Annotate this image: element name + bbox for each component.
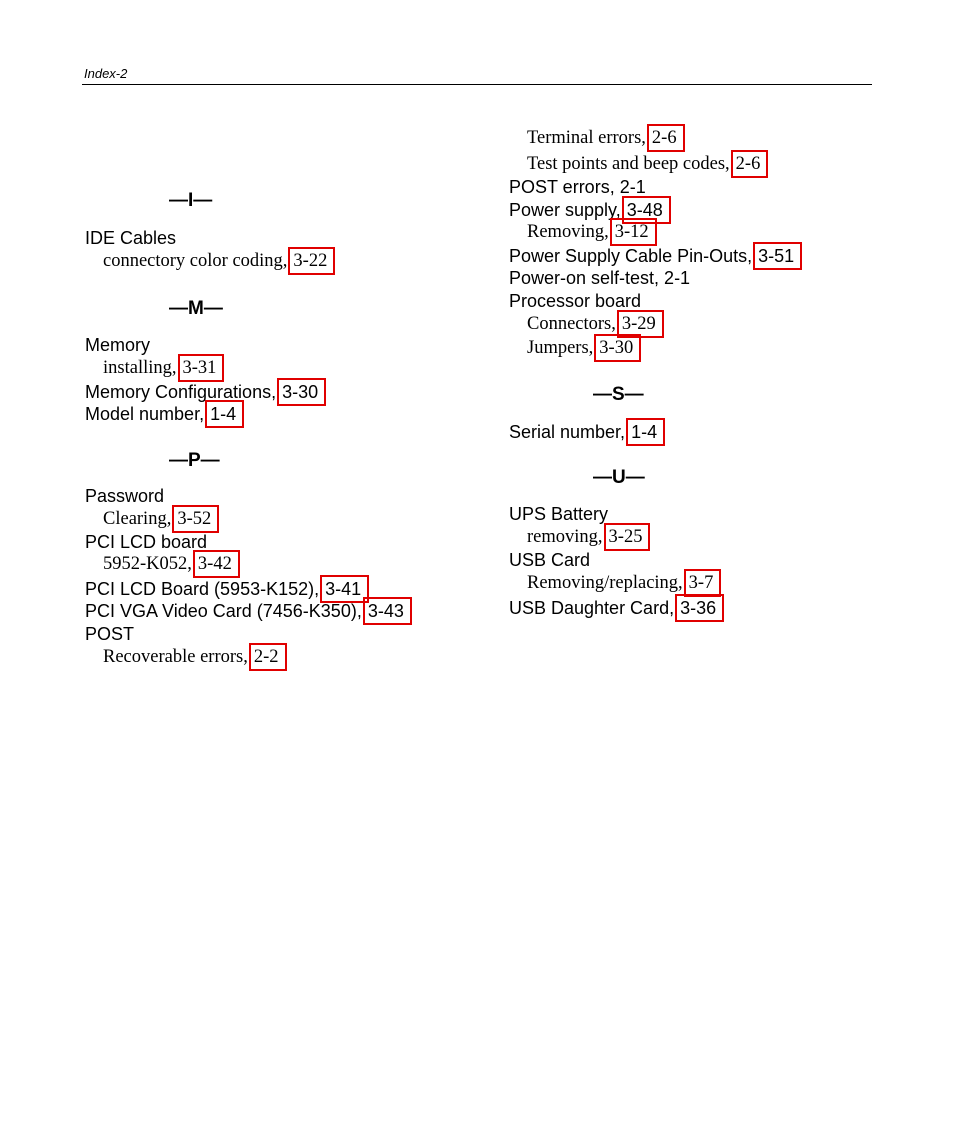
index-entry-power-supply-cable: [509, 242, 802, 270]
index-entry-pci-lcd-board: PCI LCD board: [85, 532, 208, 552]
entry-label: USB Daughter Card,: [509, 598, 675, 618]
index-entry-model-number: [85, 400, 244, 428]
page-ref-link[interactable]: 3-29: [617, 310, 664, 338]
page-ref-link[interactable]: 3-42: [193, 550, 240, 578]
page-ref-link[interactable]: 2-6: [647, 124, 685, 152]
page-number-label: Index-2: [84, 66, 128, 81]
index-entry-pci-vga-video-card: [85, 597, 412, 625]
index-subentry-ups-removing: [527, 523, 650, 551]
entry-label: Serial number,: [509, 422, 626, 442]
page-ref-link[interactable]: 1-4: [205, 400, 244, 428]
index-entry-post-errors: POST errors, 2-1: [509, 177, 646, 197]
page-ref-link[interactable]: 3-48: [622, 196, 671, 224]
entry-label: Power supply,: [509, 200, 621, 220]
index-entry-processor-board: Processor board: [509, 291, 642, 311]
section-heading-s: —S—: [593, 384, 644, 405]
page-ref-link[interactable]: 3-30: [594, 334, 641, 362]
entry-label: Memory Configurations,: [85, 382, 277, 402]
section-heading-m: —M—: [169, 298, 223, 319]
page-ref-link[interactable]: 3-52: [172, 505, 219, 533]
page-ref-link[interactable]: 1-4: [626, 418, 665, 446]
subentry-label: connectory color coding,: [103, 251, 288, 271]
page-ref-link[interactable]: 3-36: [675, 594, 724, 622]
page-ref-link[interactable]: 3-25: [604, 523, 651, 551]
page-ref-link[interactable]: 3-12: [610, 218, 657, 246]
subentry-label: Terminal errors,: [527, 128, 646, 148]
page-ref-link[interactable]: 2-2: [249, 643, 287, 671]
subentry-label: Recoverable errors,: [103, 647, 248, 667]
index-entry-post: POST: [85, 624, 135, 644]
index-subentry-recoverable-errors: [103, 643, 287, 671]
page-header: [82, 64, 872, 85]
entry-label: PCI LCD Board (5953-K152),: [85, 579, 320, 599]
entry-label: Power Supply Cable Pin-Outs,: [509, 246, 753, 266]
subentry-label: Connectors,: [527, 314, 616, 334]
subentry-label: Removing,: [527, 222, 609, 242]
page-ref-link[interactable]: 3-31: [178, 354, 225, 382]
index-entry-usb-daughter-card: [509, 594, 724, 622]
page-ref-link[interactable]: 3-43: [363, 597, 412, 625]
page-ref-link[interactable]: 3-41: [320, 575, 369, 603]
index-subentry-terminal-errors: [527, 124, 685, 152]
section-heading-u: —U—: [593, 467, 645, 488]
index-subentry-usb-removing: [527, 569, 721, 597]
section-heading-i: —I—: [169, 190, 213, 211]
subentry-label: Removing/replacing,: [527, 573, 683, 593]
index-subentry-5952-k052: [103, 550, 240, 578]
subentry-label: Jumpers,: [527, 338, 594, 358]
index-entry-ide-cables: IDE Cables: [85, 228, 177, 248]
index-subentry-connector-color: [103, 247, 335, 275]
index-subentry-test-points: [527, 150, 768, 178]
index-entry-usb-card: USB Card: [509, 550, 591, 570]
index-entry-memory: Memory: [85, 335, 151, 355]
subentry-label: installing,: [103, 358, 177, 378]
subentry-label: Clearing,: [103, 509, 172, 529]
index-subentry-clearing: [103, 505, 219, 533]
entry-label: PCI VGA Video Card (7456-K350),: [85, 601, 362, 621]
entry-label: Model number,: [85, 404, 205, 424]
index-entry-serial-number: [509, 418, 665, 446]
index-entry-power-on-self-test: Power-on self-test, 2-1: [509, 268, 691, 288]
index-subentry-jumpers: [527, 334, 641, 362]
subentry-label: 5952-K052,: [103, 554, 192, 574]
page-ref-link[interactable]: 3-30: [277, 378, 326, 406]
index-entry-ups-battery: UPS Battery: [509, 504, 609, 524]
section-heading-p: —P—: [169, 450, 220, 471]
page-ref-link[interactable]: 2-6: [731, 150, 769, 178]
page-ref-link[interactable]: 3-51: [753, 242, 802, 270]
index-entry-password: Password: [85, 486, 165, 506]
subentry-label: Test points and beep codes,: [527, 154, 730, 174]
page-ref-link[interactable]: 3-7: [684, 569, 722, 597]
page-ref-link[interactable]: 3-22: [288, 247, 335, 275]
subentry-label: removing,: [527, 527, 603, 547]
